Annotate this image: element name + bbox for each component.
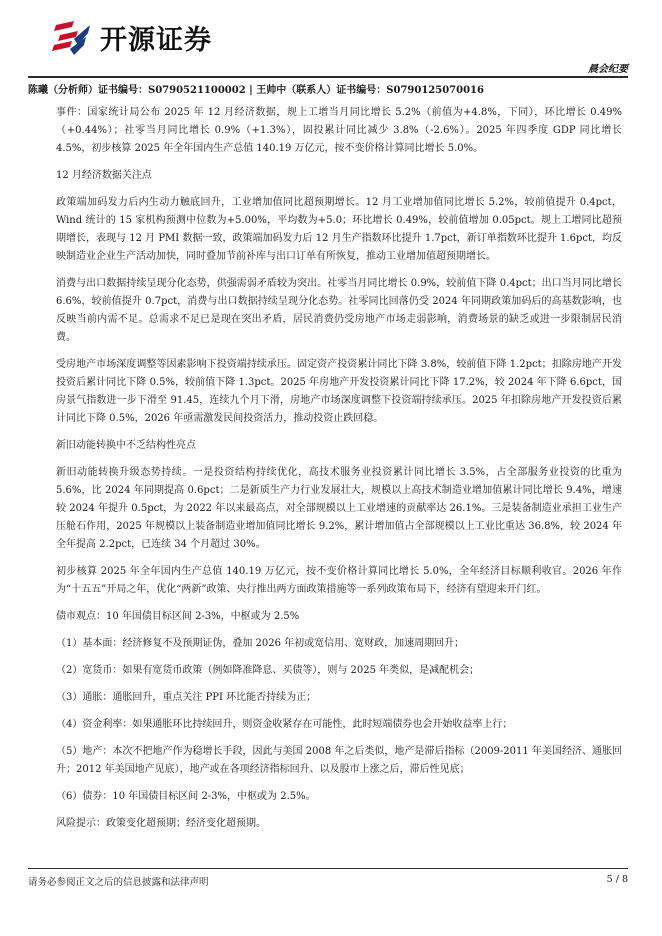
list-item: （3）通胀：通胀回升，重点关注 PPI 环比能否持续为正； [56, 692, 317, 703]
body-paragraph: 受房地产市场深度调整等因素影响下投资端持续承压。固定资产投资累计同比下降 3.8%，较前值下降 1.2pct；扣除房地产开发投资后累计同比下降 0.5%，较前值下降 1.3pct。2025 年房地产开发投资累计同比下降 17.2%，较 2024 年下降 6.6pct，国房景气指数进一步下滑至 91.45，连续九个月下滑，房地产市场深度调整下投资端持续承压。2025 年扣除房地产开发投资后累计同比下降 0.5%，2026 年亟需激发民间投资活力，推动投资止跌回稳。 [56, 359, 622, 424]
list-item: （6）债券：10 年国债目标区间 2-3%，中枢或为 2.5%。 [56, 791, 316, 802]
page-footer [28, 874, 628, 888]
section-tag: 晨会纪要 [588, 64, 628, 75]
brand-logo [52, 18, 212, 57]
body-paragraph: 新旧动能转换升级态势持续。一是投资结构持续优化，高技术服务业投资累计同比增长 3.5%，占全部服务业投资的比重为 5.6%，比 2024 年同期提高 0.6pct；二是新质生产力行业发展壮大，规模以上高技术制造业增加值累计同比增长 9.4%，增速较 2024 年提升 0.5pct，为 2022 年以来最高点，对全部规模以上工业增速的贡献率达 26.1%。三是装备制造业承担工业生产压舱石作用，2025 年规模以上装备制造业增加值同比增长 9.2%，累计增加值占全部规模以上工业比重达 36.8%，较 2024 年全年提高 2.2pct，已连续 34 个月超过 30%。 [56, 467, 622, 550]
brand-name: 开源证券 [100, 25, 212, 56]
header-divider [28, 76, 628, 78]
section-heading: 12 月经济数据关注点 [56, 170, 152, 181]
body-paragraph: 政策端加码发力后内生动力触底回升，工业增加值同比超预期增长。12 月工业增加值同比增长 5.2%，较前值提升 0.4pct，Wind 统计的 15 家机构预测中位数为+5.00%，平均数为+5.0；环比增长 0.49%，较前值增加 0.05pct。规上工增同比超预期增长，表现与 12 月 PMI 数据一致，政策端加码发力后 12 月生产指数环比提升 1.7pct，新订单指数环比提升 1.6pct，均反映制造业企业生产活动加快，同时叠加节前补库与出口订单有所恢复，推动工业增加值超预期增长。 [56, 197, 622, 262]
footer-divider [28, 868, 628, 869]
disclaimer-text: 请务必参阅正文之后的信息披露和法律声明 [28, 877, 209, 888]
risk-note: 风险提示：政策变化超预期；经济变化超预期。 [56, 818, 266, 829]
section-heading: 新旧动能转换中不乏结构性亮点 [56, 440, 196, 451]
bond-view-heading: 债市观点：10 年国债目标区间 2-3%，中枢或为 2.5% [56, 611, 300, 622]
page-number: 5 / 8 [606, 874, 628, 885]
body-paragraph: 初步核算 2025 年全年国内生产总值 140.19 万亿元，按不变价格计算同比增长 5.0%，全年经济目标顺利收官。2026 年作为“十五五”开局之年，优化“两新”政策、央行推出两方面政策措施等一系列政策布局下，经济有望迎来开门红。 [56, 566, 622, 595]
list-item: （1）基本面：经济修复不及预期证伪，叠加 2026 年初或宽信用、宽财政，加速周期回升； [56, 638, 465, 649]
list-item: （5）地产：本次不把地产作为稳增长手段，因此与美国 2008 年之后类似，地产是滞后指标（2009-2011 年美国经济、通胀回升；2012 年美国地产见底），地产或在各项经济指标回升、以及股市上涨之后，滞后性见底； [56, 746, 622, 775]
event-paragraph: 事件：国家统计局公布 2025 年 12 月经济数据，规上工增当月同比增长 5.2%（前值为+4.8%，下同），环比增长 0.49%（+0.44%）；社零当月同比增长 0.9%（+1.3%），固投累计同比减少 3.8%（-2.6%）。2025 年四季度 GDP 同比增长 4.5%，初步核算 2025 年全年国内生产总值 140.19 万亿元，按不变价格计算同比增长 5.0%。 [56, 107, 622, 154]
kaiyuan-logo-icon [52, 19, 92, 57]
article-body [56, 104, 622, 842]
list-item: （2）宽货币：如果有宽货币政策（例如降准降息、买债等），则与 2025 年类似，是减配机会； [56, 665, 480, 676]
list-item: （4）资金利率：如果通胀环比持续回升，则资金收紧存在可能性，此时短端债券也会开始收益率上行； [56, 719, 513, 730]
author-line: 陈曦（分析师）证书编号：S0790521100002 | 王帅中（联系人）证书编号：S0790125070016 [28, 85, 484, 96]
body-paragraph: 消费与出口数据持续呈现分化态势，供强需弱矛盾较为突出。社零当月同比增长 0.9%，较前值下降 0.4pct；出口当月同比增长 6.6%，较前值提升 0.7pct，消费与出口数据持续呈现分化态势。社零同比回落仍受 2024 年同期政策加码后的高基数影响，也反映当前内需不足。总需求不足已是现在突出矛盾，居民消费仍受房地产市场走弱影响，消费场景的缺乏或进一步限制居民消费。 [56, 278, 622, 343]
